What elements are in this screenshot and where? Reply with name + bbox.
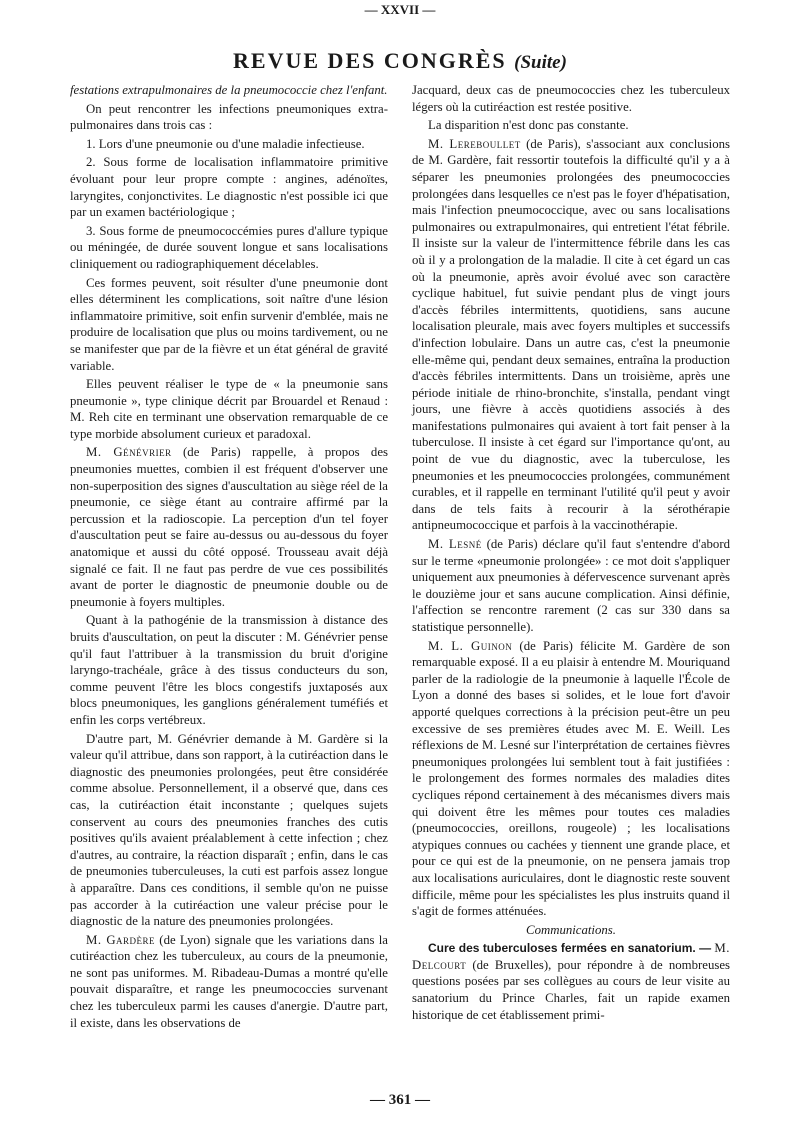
bottom-page-number: — 361 — <box>370 1092 430 1108</box>
paragraph <box>70 444 388 610</box>
paragraph: 1. Lors d'une pneumonie ou d'une maladie infectieuse. <box>86 136 365 151</box>
speaker-name: M. Gardère <box>86 932 156 947</box>
paragraph-text: (de Lyon) signale que les variations dans la cutiréaction chez les tuberculeux, au cours de la pneumonie, ne sont pas uniformes. M. Ribadeau-Dumas a montré qu'elle pouvait disparaître, et range les pneumococcies survenant chez les tuberculeux parmi les causes d'anergie. D'autre part, il existe, dans les observations de <box>70 932 388 1030</box>
paragraph: 3. Sous forme de pneumococcémies pures d'allure typique ou méningée, de durée souvent longue et sans localisations cliniquement ou radiographiquement décelables. <box>70 223 388 271</box>
paragraph: 2. Sous forme de localisation inflammatoire primitive évoluant pour leur propre compte : angines, adénoïtes, laryngites, conjonctivites. Le diagnostic n'est possible ici que par un examen bactériologique ; <box>70 155 388 220</box>
communication-title: Cure des tuberculoses fermées en sanatorium. — <box>428 941 712 956</box>
header-title: REVUE DES CONGRÈS <box>233 48 507 73</box>
paragraph: Quant à la pathogénie de la transmission à distance des bruits d'auscultation, on peut la discuter : M. Génévrier pense qu'il faut l'attribuer à la transmission du bruit d'origine laryngo-trachéale, grâce à des tissus conducteurs du son, comme peuvent l'être les blocs congestifs juxtaposés aux blocs pneumoniques, les ganglions généralement tuméfiés et enfin les corps vertébreux. <box>70 613 388 727</box>
paragraph: La disparition n'est donc pas constante. <box>428 118 629 133</box>
paragraph <box>412 136 730 534</box>
paragraph <box>412 638 730 920</box>
paragraph-text: (de Paris), s'associant aux conclusions de M. Gardère, fait ressortir toutefois la difficulté qu'il y a à séparer les pneumonies prolongées des pneumococcies prolongées dans lesquelles ce n'est pas le foyer d'hépatisation, mais l'infection pneumococcique, avec ou sans localisations pulmonaires ou extrapulmonaires, qui entretient l'état fébrile. Il insiste sur la valeur de l'intermittence fébrile dans les cas où il y a prolongation de la maladie. Il cite à cet égard un cas où la pneumonie, après avoir évolué avec son caractère cyclique habituel, fut suivie pendant plus de vingt jours d'accès fébriles intermittents, quotidiens, sans aucune localisation pleurale, mais avec foyers multiples et successifs d'infection lobulaire. Dans un autre cas, c'est la pneumonie elle-même qui, pendant deux semaines, entraîna la production d'accès fébriles intermittents. Dans un troisième, après une période initiale de rhino-bronchite, s'installa, pendant vingt jours, une fièvre à accès quotidiens associés à des manifestations pulmonaires qui avaient à tort fait penser à la tuberculose. Il insiste à cet égard sur l'importance qu'ont, au point de vue du diagnostic, avec la tuberculose, les pneumonies et les pneumococcies prolongées, communément curables, et il rappelle en terminant l'utilité qu'il peut y avoir dans de tels faits à recourir à la sérothérapie antipneumococcique et parfois à la vaccinothérapie. <box>412 136 731 533</box>
paragraph <box>412 536 730 636</box>
paragraph-text: (de Paris) félicite M. Gardère de son remarquable exposé. Il a eu plaisir à entendre M. Mouriquand parler de la radiologie de la pneumonie à laquelle l'École de Lyon a donné des bases si solides, et le loue fort d'avoir apporté quelques corrections à la précision peut-être un peu excessive de ses premières études avec M. E. Weill. Les réflexions de M. Lesné sur l'interprétation de certaines fièvres pneumoniques prolongées lui semblent tout à fait justifiées : le prolongement des formes normales des maladies dites cycliques répond certainement à des mécanismes divers mais qui doivent être les mêmes pour toutes ces maladies (pneumococcies, oreillons, rougeole) ; les localisations atypiques connues ou cachées y tiennent une grande place, et pour ce qui est de la pneumonie, on ne pensera jamais trop aux localisations auriculaires, dont le diagnostic reste souvent difficile, même pour les spécialistes les plus instruits quand il s'agit de formes atténuées. <box>412 638 730 919</box>
paragraph <box>70 932 388 1032</box>
paragraph-text: (de Paris) rappelle, à propos des pneumonies muettes, combien il est fréquent d'observer une non-superposition des signes d'auscultation au siège réel de la pneumonie, ce siège étant au contraire affirmé par la percussion et la radioscopie. La perception d'un tel foyer d'auscultation peut se faire au-dessus ou au-dessous du foyer anatomique et aussi du côté opposé. Trousseau avait déjà signalé ce fait. Il ne faut pas perdre de vue ces possibilités avant de porter le diagnostic de pneumonie double ou de pneumonie à foyers multiples. <box>70 445 388 609</box>
left-column <box>70 82 388 1033</box>
paragraph: festations extrapulmonaires de la pneumococcie chez l'enfant. <box>70 83 388 97</box>
header-suite: (Suite) <box>514 52 567 73</box>
paragraph-text: (de Paris) déclare qu'il faut s'entendre d'abord sur le terme «pneumonie prolongée» : ce mot doit s'appliquer uniquement aux pneumonies à défervescence survenant après le douzième jour et sans aucune complication. Ainsi définie, l'affection se rencontre rarement (2 cas sur 330 dans sa statistique personnelle). <box>412 537 730 634</box>
speaker-name: M. Lesné <box>428 537 482 552</box>
paragraph: Elles peuvent réaliser le type de « la pneumonie sans pneumonie », type clinique décrit par Brouardel et Renaud : M. Reh cite en terminant une observation remarquable de ce type morbide absolument curieux et paradoxal. <box>70 377 388 441</box>
page-header <box>0 48 800 74</box>
paragraph-text: (de Bruxelles), pour répondre à de nombreuses questions posées par ses collègues au cours de leur visite au sanatorium du Prince Charles, fait un rapide examen historique de cet établissement primi- <box>412 957 730 1022</box>
speaker-name: M. Génévrier <box>86 445 172 460</box>
paragraph: D'autre part, M. Génévrier demande à M. Gardère si la valeur qu'il attribue, dans son rapport, à la cutiréaction dans le diagnostic des pneumonies prolongées, peut être considérée comme absolue. Personnellement, il a observé que, dans ces cas, la cutiréaction était inconstante ; quelques sujets conservent au cours des pneumonies franches des cutis positives qu'ils avaient préalablement à cette infection ; chez d'autres, au contraire, la réaction disparaît ; enfin, dans le cas de pneumonies tuberculeuses, la cuti est parfois assez longue à apparaître. Dans ces conditions, il semble qu'on ne puisse pas accorder à la cutiréaction une valeur précise pour le diagnostic de la nature des pneumonies prolongées. <box>70 731 388 929</box>
section-heading: Communications. <box>526 922 616 937</box>
speaker-name: M. Delcourt <box>412 941 730 972</box>
right-column <box>412 82 730 1025</box>
paragraph: Jacquard, deux cas de pneumococcies chez les tuberculeux légers où la cutiréaction est restée positive. <box>412 83 730 114</box>
paragraph <box>412 940 730 1023</box>
paragraph: On peut rencontrer les infections pneumoniques extra-pulmonaires dans trois cas : <box>70 101 388 133</box>
top-page-number: — XXVII — <box>364 2 436 17</box>
speaker-name: M. L. Guinon <box>428 638 513 653</box>
paragraph: Ces formes peuvent, soit résulter d'une pneumonie dont elles déterminent les complications, soit naître d'une lésion inflammatoire primitive, soit enfin survenir d'emblée, mais ne produire de localisation que plus ou moins tardivement, ou ne se manifester que par de la fièvre et un état général de gravité variable. <box>70 275 388 373</box>
speaker-name: M. Lereboullet <box>428 136 521 151</box>
